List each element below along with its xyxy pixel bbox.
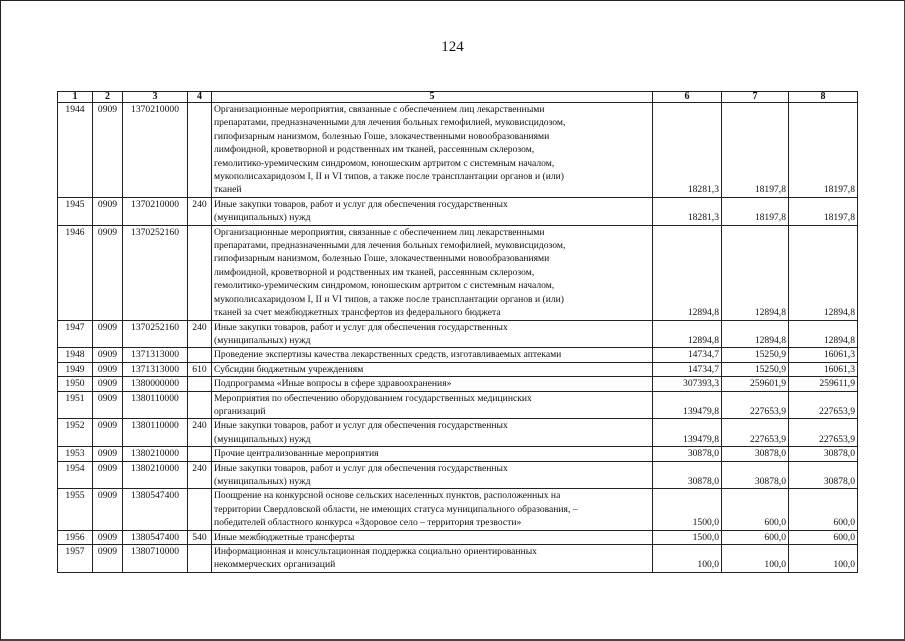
amount-cell: 139479,8 (653, 419, 722, 447)
target-article-cell: 1380210000 (123, 447, 188, 461)
amount-cell: 30878,0 (789, 447, 858, 461)
expense-type-cell (188, 489, 212, 530)
expense-type-cell: 240 (188, 197, 212, 225)
row-number-cell: 1948 (58, 348, 93, 362)
description-line: гипофизарным нанизмом, болезнью Гоше, злокачественными новообразованиями (214, 130, 550, 142)
description-line: гипофизарным нанизмом, болезнью Гоше, злокачественными новообразованиями (214, 253, 550, 265)
amount-cell: 259611,9 (789, 377, 858, 391)
amount-cell: 30878,0 (722, 461, 789, 489)
row-number-cell: 1954 (58, 461, 93, 489)
row-number-cell: 1949 (58, 362, 93, 376)
expense-type-cell: 240 (188, 320, 212, 348)
page-number: 124 (441, 39, 464, 55)
section-code-cell: 0909 (93, 419, 123, 447)
target-article-cell: 1371313000 (123, 348, 188, 362)
description-line: Иные закупки товаров, работ и услуг для обеспечения государственных (214, 420, 508, 432)
amount-cell: 600,0 (789, 489, 858, 530)
table-row (58, 419, 858, 447)
target-article-cell: 1371313000 (123, 362, 188, 376)
target-article-cell: 1380110000 (123, 391, 188, 419)
expense-type-cell: 240 (188, 419, 212, 447)
amount-cell: 15250,9 (722, 362, 789, 376)
table-row (58, 197, 858, 225)
column-header: 6 (653, 92, 722, 103)
amount-cell: 12894,8 (789, 225, 858, 320)
expense-type-cell: 240 (188, 461, 212, 489)
description-line: мукополисахаридозом I, II и VI типов, а также после трансплантации органов и (или) (214, 293, 564, 305)
amount-cell: 18197,8 (789, 103, 858, 198)
amount-cell: 30878,0 (653, 461, 722, 489)
description-cell (212, 461, 653, 489)
column-header: 7 (722, 92, 789, 103)
expense-type-cell (188, 391, 212, 419)
column-header: 8 (789, 92, 858, 103)
table-row (58, 391, 858, 419)
row-number-cell: 1947 (58, 320, 93, 348)
amount-cell: 15250,9 (722, 348, 789, 362)
description-cell (212, 225, 653, 320)
description-line: Информационная и консультационная поддержка социально ориентированных (214, 546, 537, 557)
description-line: (муниципальных) нужд (214, 212, 311, 224)
expense-type-cell (188, 447, 212, 461)
column-header: 5 (212, 92, 653, 103)
description-cell (212, 320, 653, 348)
description-line: тканей (214, 184, 242, 196)
description-cell (212, 489, 653, 530)
expense-type-cell (188, 377, 212, 391)
table-row (58, 320, 858, 348)
target-article-cell: 1370252160 (123, 320, 188, 348)
row-number-cell: 1953 (58, 447, 93, 461)
description-line: (муниципальных) нужд (214, 475, 311, 487)
amount-cell: 227653,9 (722, 419, 789, 447)
amount-cell: 259601,9 (722, 377, 789, 391)
amount-cell: 1500,0 (653, 530, 722, 544)
description-cell (212, 348, 653, 362)
description-cell (212, 419, 653, 447)
amount-cell: 18197,8 (722, 197, 789, 225)
expense-type-cell: 540 (188, 530, 212, 544)
amount-cell: 100,0 (722, 545, 789, 573)
description-line: препаратами, предназначенными для лечения больных гемофилией, муковисцидозом, (214, 240, 566, 252)
description-line: лимфоидной, кроветворной и родственных им тканей, рассеянным склерозом, (214, 144, 535, 156)
column-header: 4 (188, 92, 212, 103)
description-line: Иные закупки товаров, работ и услуг для обеспечения государственных (214, 462, 508, 474)
amount-cell: 227653,9 (789, 391, 858, 419)
target-article-cell: 1380547400 (123, 489, 188, 530)
table-row (58, 348, 858, 362)
section-code-cell: 0909 (93, 489, 123, 530)
description-line: гемолитико-уремическим синдромом, юношеским артритом с системным началом, (214, 157, 555, 169)
description-line: организаций (214, 405, 266, 417)
amount-cell: 18197,8 (722, 103, 789, 198)
description-cell (212, 197, 653, 225)
row-number-cell: 1955 (58, 489, 93, 530)
section-code-cell: 0909 (93, 377, 123, 391)
amount-cell: 18281,3 (653, 103, 722, 198)
target-article-cell: 1370210000 (123, 103, 188, 198)
amount-cell: 18281,3 (653, 197, 722, 225)
description-line: лимфоидной, кроветворной и родственных им тканей, рассеянным склерозом, (214, 266, 535, 278)
description-line: Поощрение на конкурсной основе сельских населенных пунктов, расположенных на (214, 490, 561, 502)
section-code-cell: 0909 (93, 225, 123, 320)
description-line: Иные закупки товаров, работ и услуг для обеспечения государственных (214, 198, 508, 210)
amount-cell: 12894,8 (722, 225, 789, 320)
amount-cell: 227653,9 (722, 391, 789, 419)
table-row (58, 362, 858, 376)
description-cell (212, 530, 653, 544)
description-cell (212, 391, 653, 419)
section-code-cell: 0909 (93, 447, 123, 461)
amount-cell: 18197,8 (789, 197, 858, 225)
amount-cell: 307393,3 (653, 377, 722, 391)
description-line: (муниципальных) нужд (214, 433, 311, 445)
table-row (58, 545, 858, 573)
description-line: Проведение экспертизы качества лекарственных средств, изготавливаемых аптеками (214, 349, 562, 361)
row-number-cell: 1945 (58, 197, 93, 225)
amount-cell: 30878,0 (722, 447, 789, 461)
section-code-cell: 0909 (93, 362, 123, 376)
column-header: 3 (123, 92, 188, 103)
description-cell (212, 362, 653, 376)
target-article-cell: 1380000000 (123, 377, 188, 391)
table-row (58, 530, 858, 544)
row-number-cell: 1950 (58, 377, 93, 391)
description-line: (муниципальных) нужд (214, 334, 311, 346)
description-line: Иные межбюджетные трансферты (214, 531, 355, 543)
description-line: Подпрограмма «Иные вопросы в сфере здравоохранения» (214, 378, 452, 390)
amount-cell: 600,0 (722, 489, 789, 530)
section-code-cell: 0909 (93, 103, 123, 198)
description-line: тканей за счет межбюджетных трансфертов из федерального бюджета (214, 307, 501, 319)
target-article-cell: 1380710000 (123, 545, 188, 573)
section-code-cell: 0909 (93, 348, 123, 362)
table-row (58, 103, 858, 198)
description-line: Субсидии бюджетным учреждениям (214, 363, 364, 375)
description-line: Иные закупки товаров, работ и услуг для обеспечения государственных (214, 321, 508, 333)
column-header: 2 (93, 92, 123, 103)
description-line: победителей областного конкурса «Здоровое село – территория трезвости» (214, 517, 522, 529)
description-line: препаратами, предназначенными для лечения больных гемофилией, муковисцидозом, (214, 117, 566, 129)
amount-cell: 14734,7 (653, 348, 722, 362)
row-number-cell: 1946 (58, 225, 93, 320)
section-code-cell: 0909 (93, 530, 123, 544)
expense-type-cell (188, 348, 212, 362)
amount-cell: 139479,8 (653, 391, 722, 419)
amount-cell: 227653,9 (789, 419, 858, 447)
target-article-cell: 1380210000 (123, 461, 188, 489)
description-line: мукополисахаридозом I, II и VI типов, а также после трансплантации органов и (или) (214, 171, 564, 183)
amount-cell: 30878,0 (789, 461, 858, 489)
description-line: гемолитико-уремическим синдромом, юношеским артритом с системным началом, (214, 280, 555, 292)
section-code-cell: 0909 (93, 320, 123, 348)
table-row (58, 225, 858, 320)
section-code-cell: 0909 (93, 197, 123, 225)
row-number-cell: 1956 (58, 530, 93, 544)
target-article-cell: 1370252160 (123, 225, 188, 320)
description-line: Организационные мероприятия, связанные с обеспечением лиц лекарственными (214, 226, 545, 238)
amount-cell: 100,0 (789, 545, 858, 573)
amount-cell: 100,0 (653, 545, 722, 573)
description-line: Организационные мероприятия, связанные с обеспечением лиц лекарственными (214, 104, 545, 115)
amount-cell: 600,0 (789, 530, 858, 544)
expense-type-cell (188, 103, 212, 198)
amount-cell: 12894,8 (722, 320, 789, 348)
description-cell (212, 377, 653, 391)
description-cell (212, 103, 653, 198)
description-line: территории Свердловской области, не имеющих статуса муниципального образования, – (214, 503, 578, 515)
expense-type-cell (188, 225, 212, 320)
row-number-cell: 1944 (58, 103, 93, 198)
table-row (58, 461, 858, 489)
amount-cell: 30878,0 (653, 447, 722, 461)
expense-type-cell: 610 (188, 362, 212, 376)
description-cell (212, 545, 653, 573)
table-row (58, 377, 858, 391)
expense-type-cell (188, 545, 212, 573)
amount-cell: 1500,0 (653, 489, 722, 530)
budget-table (57, 91, 858, 573)
target-article-cell: 1370210000 (123, 197, 188, 225)
description-cell (212, 447, 653, 461)
amount-cell: 14734,7 (653, 362, 722, 376)
amount-cell: 12894,8 (653, 320, 722, 348)
target-article-cell: 1380110000 (123, 419, 188, 447)
table-row (58, 489, 858, 530)
description-line: некоммерческих организаций (214, 559, 336, 571)
section-code-cell: 0909 (93, 461, 123, 489)
column-header: 1 (58, 92, 93, 103)
section-code-cell: 0909 (93, 545, 123, 573)
target-article-cell: 1380547400 (123, 530, 188, 544)
section-code-cell: 0909 (93, 391, 123, 419)
row-number-cell: 1951 (58, 391, 93, 419)
amount-cell: 16061,3 (789, 362, 858, 376)
description-line: Прочие централизованные мероприятия (214, 448, 379, 460)
amount-cell: 600,0 (722, 530, 789, 544)
amount-cell: 16061,3 (789, 348, 858, 362)
row-number-cell: 1952 (58, 419, 93, 447)
row-number-cell: 1957 (58, 545, 93, 573)
table-row (58, 447, 858, 461)
description-line: Мероприятия по обеспечению оборудованием государственных медицинских (214, 392, 532, 404)
amount-cell: 12894,8 (789, 320, 858, 348)
amount-cell: 12894,8 (653, 225, 722, 320)
table-header-row (58, 92, 858, 103)
